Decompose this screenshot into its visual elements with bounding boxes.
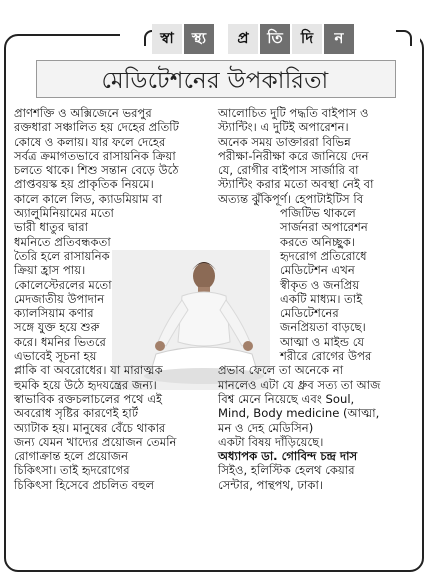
- body-line: মেডিটেশনের: [280, 306, 339, 321]
- body-line: একটি মাধ্যম। তাই: [280, 291, 363, 306]
- section-tile: প্র: [228, 24, 258, 54]
- body-line: মন ও দেহ মেডিসিন): [218, 420, 314, 435]
- body-line: Mind, Body medicine (আত্মা,: [218, 406, 380, 421]
- author-affiliation: সেন্টার, পান্থপথ, ঢাকা।: [218, 477, 323, 492]
- body-line: অবরোধ সৃষ্টির কারণেই হার্ট: [14, 406, 139, 421]
- body-line: তৈরি হলে রাসায়নিক: [14, 248, 110, 263]
- body-line: অ্যাটাক হয়। মানুষের বেঁচে থাকার: [14, 420, 166, 435]
- body-line: মেদজাতীয় উপাদান: [14, 291, 105, 306]
- section-tile: তি: [260, 24, 290, 54]
- body-line: চিকিৎসা। তাই হৃদরোগের: [14, 463, 130, 478]
- body-line: স্বাভাবিক রক্তচলাচলের পথে এই: [14, 391, 163, 406]
- section-tile: দি: [292, 24, 322, 54]
- body-line: ধমনিতে প্রতিবন্ধকতা: [14, 234, 111, 249]
- body-line: চলতে থাকে। শিশু সন্তান বেড়ে উঠে: [14, 163, 179, 178]
- body-line: ক্রিয়া হ্রাস পায়।: [14, 263, 86, 278]
- body-line: করতে অনিচ্ছুক।: [280, 234, 356, 249]
- body-line: জনপ্রিয়তা বাড়ছে।: [280, 320, 366, 335]
- body-line: যে, রোগীর বাইপাস সার্জারি বা: [218, 163, 359, 178]
- body-line: প্রাণশক্তি ও অক্সিজেনে ভরপুর: [14, 106, 152, 120]
- body-line: কালে কালে লিড, ক্যাডমিয়াম বা: [14, 191, 163, 206]
- body-line: রোগাক্রান্ত হলে প্রয়োজন: [14, 449, 129, 464]
- body-line: শরীরে রোগের উপর: [280, 349, 372, 364]
- section-tile: স্থ্য: [184, 24, 214, 54]
- body-line: রক্তধারা সঞ্চালিত হয় দেহের প্রতিটি: [14, 120, 179, 135]
- body-line: অনেক সময় ডাক্তাররা বিভিন্ন: [218, 134, 351, 149]
- body-line: স্বীকৃত ও জনপ্রিয়: [280, 277, 360, 292]
- body-line: ভারী ধাতুর দ্বারা: [14, 220, 88, 235]
- body-line: অ্যালুমিনিয়ামের মতো: [14, 206, 114, 221]
- body-line: পজিটিভ থাকলে: [280, 206, 356, 221]
- author-affiliation: সিইও, হলিস্টিক হেলথ কেয়ার: [218, 463, 355, 478]
- body-line: এভাবেই সূচনা হয়: [14, 349, 97, 364]
- body-line: পরীক্ষা-নিরীক্ষা করে জানিয়ে দেন: [218, 148, 369, 163]
- body-line: স্ট্যান্টিং। এ দুটিই অপারেশন।: [218, 120, 349, 135]
- body-line: সর্বত্র ক্রমাগতভাবে রাসায়নিক ক্রিয়া: [14, 148, 176, 163]
- author-name: অধ্যাপক ডা. গোবিন্দ চন্দ্র দাস: [218, 449, 358, 464]
- body-line: স্ট্যান্টিং করার মতো অবস্থা নেই বা: [218, 177, 374, 192]
- body-line: করে। ধমনির ভিতরে: [14, 334, 106, 349]
- body-line: আত্মা ও মাইন্ড যে: [280, 334, 365, 349]
- body-line: হুমকি হয়ে উঠে হৃদযন্ত্রের জন্য।: [14, 377, 157, 392]
- body-line: সার্জনরা অপারেশন: [280, 220, 368, 235]
- body-line: মেডিটেশন এখন: [280, 263, 355, 278]
- body-line: ক্যালসিয়াম কণার: [14, 306, 94, 321]
- body-line: মানলেও এটা যে ধ্রুব সত্য তা আজ: [218, 377, 381, 392]
- article-title: মেডিটেশনের উপকারিতা: [101, 68, 329, 94]
- body-line: আলোচিত দুটি পদ্ধতি বাইপাস ও: [218, 106, 369, 120]
- body-line: সঙ্গে যুক্ত হয়ে শুরু: [14, 320, 100, 335]
- section-title-tiles: [152, 24, 354, 54]
- body-line: জন্য যেমন খাদ্যের প্রয়োজন তেমনি: [14, 434, 177, 449]
- header-bracket-right: [396, 30, 412, 46]
- body-line: কোলেস্টেরলের মতো: [14, 277, 112, 292]
- tile-gap: [216, 24, 226, 54]
- right-column: [218, 106, 418, 492]
- body-line: হৃদরোগ প্রতিরোধে: [280, 248, 367, 263]
- body-line: চিকিৎসা হিসেবে প্রচলিত বহুল: [14, 477, 155, 492]
- body-line: কোষে ও কলায়। যার ফলে দেহের: [14, 134, 166, 149]
- left-column: [14, 106, 212, 492]
- body-line: প্লাকি বা অবরোধের। যা মারাত্মক: [14, 363, 163, 378]
- body-line: প্রভাব ফেলে তা অনেকে না: [218, 363, 344, 378]
- body-line: প্রাপ্তবয়স্ক হয় প্রাকৃতিক নিয়মে।: [14, 177, 154, 192]
- body-line: বিশ্ব মেনে নিয়েছে এবং Soul,: [218, 391, 355, 406]
- section-tile: স্বা: [152, 24, 182, 54]
- section-tile: ন: [324, 24, 354, 54]
- body-line: একটা বিষয় দাঁড়িয়েছে।: [218, 434, 324, 449]
- body-line: অত্যন্ত ঝুঁকিপূর্ণ। হেপাটাইটিস বি: [218, 191, 364, 206]
